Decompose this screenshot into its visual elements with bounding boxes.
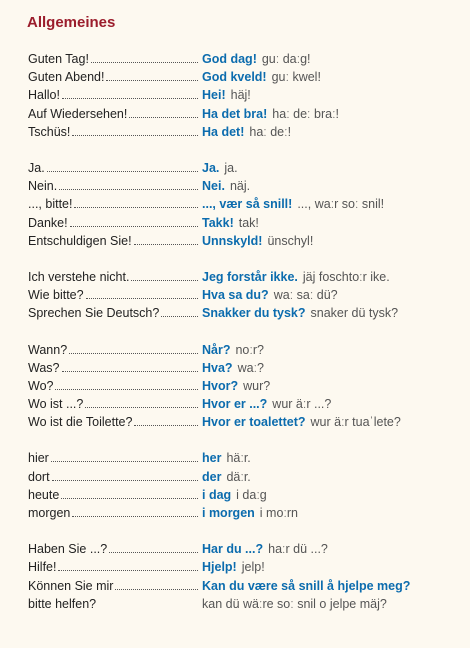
norwegian-phrase bbox=[202, 161, 238, 175]
norwegian-phrase bbox=[202, 107, 339, 121]
norwegian-text: Unnskyld! bbox=[202, 233, 263, 248]
pronunciation: jäj foschtoːr ike. bbox=[302, 269, 390, 284]
norwegian-phrase bbox=[202, 179, 250, 193]
pronunciation: ünschyl! bbox=[267, 233, 314, 248]
norwegian-phrase bbox=[202, 397, 331, 411]
pronunciation: guː kwel! bbox=[271, 70, 321, 85]
german-text: Sprechen Sie Deutsch? bbox=[28, 306, 160, 321]
phrase-row bbox=[28, 340, 458, 358]
norwegian-text: God dag! bbox=[202, 52, 257, 67]
leader-dots bbox=[72, 516, 198, 517]
norwegian-phrase bbox=[202, 52, 311, 66]
leader-dots bbox=[161, 316, 198, 317]
phrase-row bbox=[28, 286, 458, 304]
norwegian-phrase bbox=[202, 542, 328, 556]
german-text: Ich verstehe nicht. bbox=[28, 269, 130, 284]
phrase-row bbox=[28, 377, 458, 395]
norwegian-phrase bbox=[202, 506, 298, 520]
german-text: Wann? bbox=[28, 342, 68, 357]
german-phrase bbox=[28, 397, 200, 411]
phrase-row bbox=[28, 540, 458, 558]
german-text: Danke! bbox=[28, 215, 68, 230]
norwegian-text: der bbox=[202, 469, 222, 484]
german-text: Guten Abend! bbox=[28, 70, 105, 85]
german-text: heute bbox=[28, 487, 60, 502]
leader-dots bbox=[70, 226, 198, 227]
pronunciation: waː? bbox=[237, 360, 264, 375]
pronunciation: i moːrn bbox=[259, 506, 298, 521]
german-text: Wie bitte? bbox=[28, 288, 84, 303]
norwegian-phrase bbox=[202, 470, 251, 484]
phrase-row bbox=[28, 68, 458, 86]
phrase-row bbox=[28, 558, 458, 576]
phrase-row bbox=[28, 232, 458, 250]
leader-dots bbox=[52, 480, 198, 481]
german-text: hier bbox=[28, 451, 49, 466]
german-phrase bbox=[28, 107, 200, 121]
german-phrase bbox=[28, 542, 200, 556]
phrase-row bbox=[28, 359, 458, 377]
pronunciation: däːr. bbox=[226, 469, 251, 484]
norwegian-phrase bbox=[202, 125, 291, 139]
leader-dots bbox=[51, 461, 198, 462]
leader-dots bbox=[62, 98, 198, 99]
german-text: Tschüs! bbox=[28, 124, 71, 139]
pronunciation: wur äːr tuaˈlete? bbox=[310, 415, 401, 430]
pronunciation: häːr. bbox=[226, 451, 251, 466]
norwegian-phrase bbox=[202, 579, 410, 593]
phrase-row bbox=[28, 504, 458, 522]
pronunciation: kan dü wäːre soː snil o jelpe mäj? bbox=[202, 596, 387, 611]
leader-dots bbox=[55, 389, 198, 390]
norwegian-text: Hvor er toalettet? bbox=[202, 415, 306, 430]
phrase-row bbox=[28, 449, 458, 467]
norwegian-phrase bbox=[202, 270, 390, 284]
german-text: Auf Wiedersehen! bbox=[28, 106, 128, 121]
german-text: dort bbox=[28, 469, 50, 484]
german-text: Können Sie mir bbox=[28, 578, 114, 593]
german-phrase bbox=[28, 361, 200, 375]
phrase-row bbox=[28, 468, 458, 486]
section-title: Allgemeines bbox=[27, 14, 116, 31]
pronunciation: guː daːg! bbox=[261, 52, 311, 67]
norwegian-text: i morgen bbox=[202, 506, 255, 521]
norwegian-phrase bbox=[202, 216, 259, 230]
norwegian-phrase bbox=[202, 597, 387, 611]
german-phrase bbox=[28, 216, 200, 230]
norwegian-text: Når? bbox=[202, 342, 231, 357]
pronunciation: wur äːr ...? bbox=[272, 397, 332, 412]
norwegian-text: Hva? bbox=[202, 360, 233, 375]
german-phrase bbox=[28, 343, 200, 357]
german-phrase bbox=[28, 288, 200, 302]
german-phrase bbox=[28, 470, 200, 484]
norwegian-text: Ja. bbox=[202, 161, 220, 176]
phrase-group bbox=[28, 50, 458, 141]
pronunciation: jelp! bbox=[241, 560, 265, 575]
german-phrase bbox=[28, 451, 200, 465]
pronunciation: i daːg bbox=[236, 487, 267, 502]
german-text: ..., bitte! bbox=[28, 197, 73, 212]
norwegian-phrase bbox=[202, 343, 264, 357]
phrase-row bbox=[28, 214, 458, 232]
pronunciation: tak! bbox=[238, 215, 259, 230]
norwegian-text: God kveld! bbox=[202, 70, 267, 85]
phrase-row bbox=[28, 195, 458, 213]
phrase-row bbox=[28, 123, 458, 141]
leader-dots bbox=[134, 425, 198, 426]
german-text: Wo ist die Toilette? bbox=[28, 415, 133, 430]
norwegian-text: Hei! bbox=[202, 88, 226, 103]
norwegian-text: Hva sa du? bbox=[202, 288, 269, 303]
leader-dots bbox=[106, 80, 198, 81]
german-phrase bbox=[28, 161, 200, 175]
norwegian-text: Jeg forstår ikke. bbox=[202, 269, 298, 284]
leader-dots bbox=[74, 207, 198, 208]
phrase-row bbox=[28, 413, 458, 431]
german-phrase bbox=[28, 488, 200, 502]
norwegian-text: i dag bbox=[202, 487, 232, 502]
phrase-row bbox=[28, 304, 458, 322]
german-text: morgen bbox=[28, 506, 71, 521]
phrase-row bbox=[28, 50, 458, 68]
leader-dots bbox=[62, 371, 199, 372]
leader-dots bbox=[85, 407, 198, 408]
german-phrase bbox=[28, 560, 200, 574]
norwegian-phrase bbox=[202, 306, 398, 320]
norwegian-phrase bbox=[202, 288, 338, 302]
german-text: Entschuldigen Sie! bbox=[28, 233, 132, 248]
german-phrase bbox=[28, 379, 200, 393]
norwegian-phrase bbox=[202, 70, 321, 84]
leader-dots bbox=[131, 280, 198, 281]
german-text: Was? bbox=[28, 360, 60, 375]
norwegian-text: her bbox=[202, 451, 222, 466]
norwegian-text: Kan du være så snill å hjelpe meg? bbox=[202, 578, 411, 593]
norwegian-text: Hjelp! bbox=[202, 560, 237, 575]
norwegian-phrase bbox=[202, 488, 267, 502]
phrase-row bbox=[28, 577, 458, 595]
leader-dots bbox=[134, 244, 198, 245]
pronunciation: ja. bbox=[224, 161, 238, 176]
norwegian-phrase bbox=[202, 234, 313, 248]
german-phrase bbox=[28, 579, 200, 593]
phrase-group bbox=[28, 540, 458, 613]
norwegian-text: ..., vær så snill! bbox=[202, 197, 293, 212]
norwegian-text: Hvor? bbox=[202, 378, 239, 393]
leader-dots bbox=[91, 62, 198, 63]
leader-dots bbox=[47, 171, 198, 172]
german-phrase bbox=[28, 70, 200, 84]
phrase-groups bbox=[28, 50, 458, 631]
german-phrase bbox=[28, 306, 200, 320]
norwegian-phrase bbox=[202, 560, 265, 574]
pronunciation: haː deː braː! bbox=[272, 106, 340, 121]
german-phrase bbox=[28, 52, 200, 66]
pronunciation: waː saː dü? bbox=[273, 288, 338, 303]
phrase-row bbox=[28, 486, 458, 504]
german-phrase bbox=[28, 234, 200, 248]
norwegian-text: Ha det bra! bbox=[202, 106, 268, 121]
phrase-group bbox=[28, 449, 458, 522]
leader-dots bbox=[72, 135, 198, 136]
german-phrase bbox=[28, 506, 200, 520]
pronunciation: noːr? bbox=[235, 342, 264, 357]
pronunciation: näj. bbox=[229, 179, 251, 194]
german-text: Nein. bbox=[28, 179, 58, 194]
german-text: Guten Tag! bbox=[28, 52, 89, 67]
pronunciation: häj! bbox=[230, 88, 251, 103]
german-text: bitte helfen? bbox=[28, 596, 97, 611]
german-text: Hilfe! bbox=[28, 560, 57, 575]
norwegian-text: Nei. bbox=[202, 179, 225, 194]
german-phrase bbox=[28, 125, 200, 139]
leader-dots bbox=[59, 189, 198, 190]
norwegian-phrase bbox=[202, 379, 270, 393]
german-text: Ja. bbox=[28, 161, 45, 176]
pronunciation: haː deː! bbox=[249, 124, 292, 139]
german-text: Hallo! bbox=[28, 88, 60, 103]
leader-dots bbox=[86, 298, 198, 299]
pronunciation: ..., waːr soː snil! bbox=[297, 197, 385, 212]
phrase-row bbox=[28, 268, 458, 286]
norwegian-phrase bbox=[202, 88, 251, 102]
norwegian-text: Ha det! bbox=[202, 124, 245, 139]
german-phrase bbox=[28, 179, 200, 193]
german-phrase bbox=[28, 415, 200, 429]
pronunciation: snaker dü tysk? bbox=[310, 306, 399, 321]
german-phrase bbox=[28, 597, 200, 611]
leader-dots bbox=[109, 552, 198, 553]
german-phrase bbox=[28, 197, 200, 211]
norwegian-text: Snakker du tysk? bbox=[202, 306, 306, 321]
phrase-row bbox=[28, 86, 458, 104]
german-phrase bbox=[28, 270, 200, 284]
phrase-row bbox=[28, 595, 458, 613]
pronunciation: wur? bbox=[243, 378, 271, 393]
leader-dots bbox=[58, 570, 198, 571]
phrase-row bbox=[28, 177, 458, 195]
leader-dots bbox=[61, 498, 198, 499]
phrase-group bbox=[28, 268, 458, 323]
pronunciation: haːr dü ...? bbox=[268, 542, 328, 557]
norwegian-phrase bbox=[202, 451, 251, 465]
norwegian-phrase bbox=[202, 361, 264, 375]
leader-dots bbox=[69, 353, 198, 354]
leader-dots bbox=[115, 589, 198, 590]
norwegian-phrase bbox=[202, 415, 401, 429]
norwegian-text: Hvor er ...? bbox=[202, 397, 268, 412]
german-text: Wo ist ...? bbox=[28, 397, 84, 412]
german-text: Wo? bbox=[28, 378, 54, 393]
german-phrase bbox=[28, 88, 200, 102]
phrase-group bbox=[28, 340, 458, 431]
phrase-group bbox=[28, 159, 458, 250]
german-text: Haben Sie ...? bbox=[28, 542, 108, 557]
phrase-row bbox=[28, 159, 458, 177]
norwegian-text: Har du ...? bbox=[202, 542, 264, 557]
norwegian-text: Takk! bbox=[202, 215, 234, 230]
phrase-row bbox=[28, 395, 458, 413]
norwegian-phrase bbox=[202, 197, 384, 211]
phrase-row bbox=[28, 105, 458, 123]
leader-dots bbox=[129, 117, 198, 118]
